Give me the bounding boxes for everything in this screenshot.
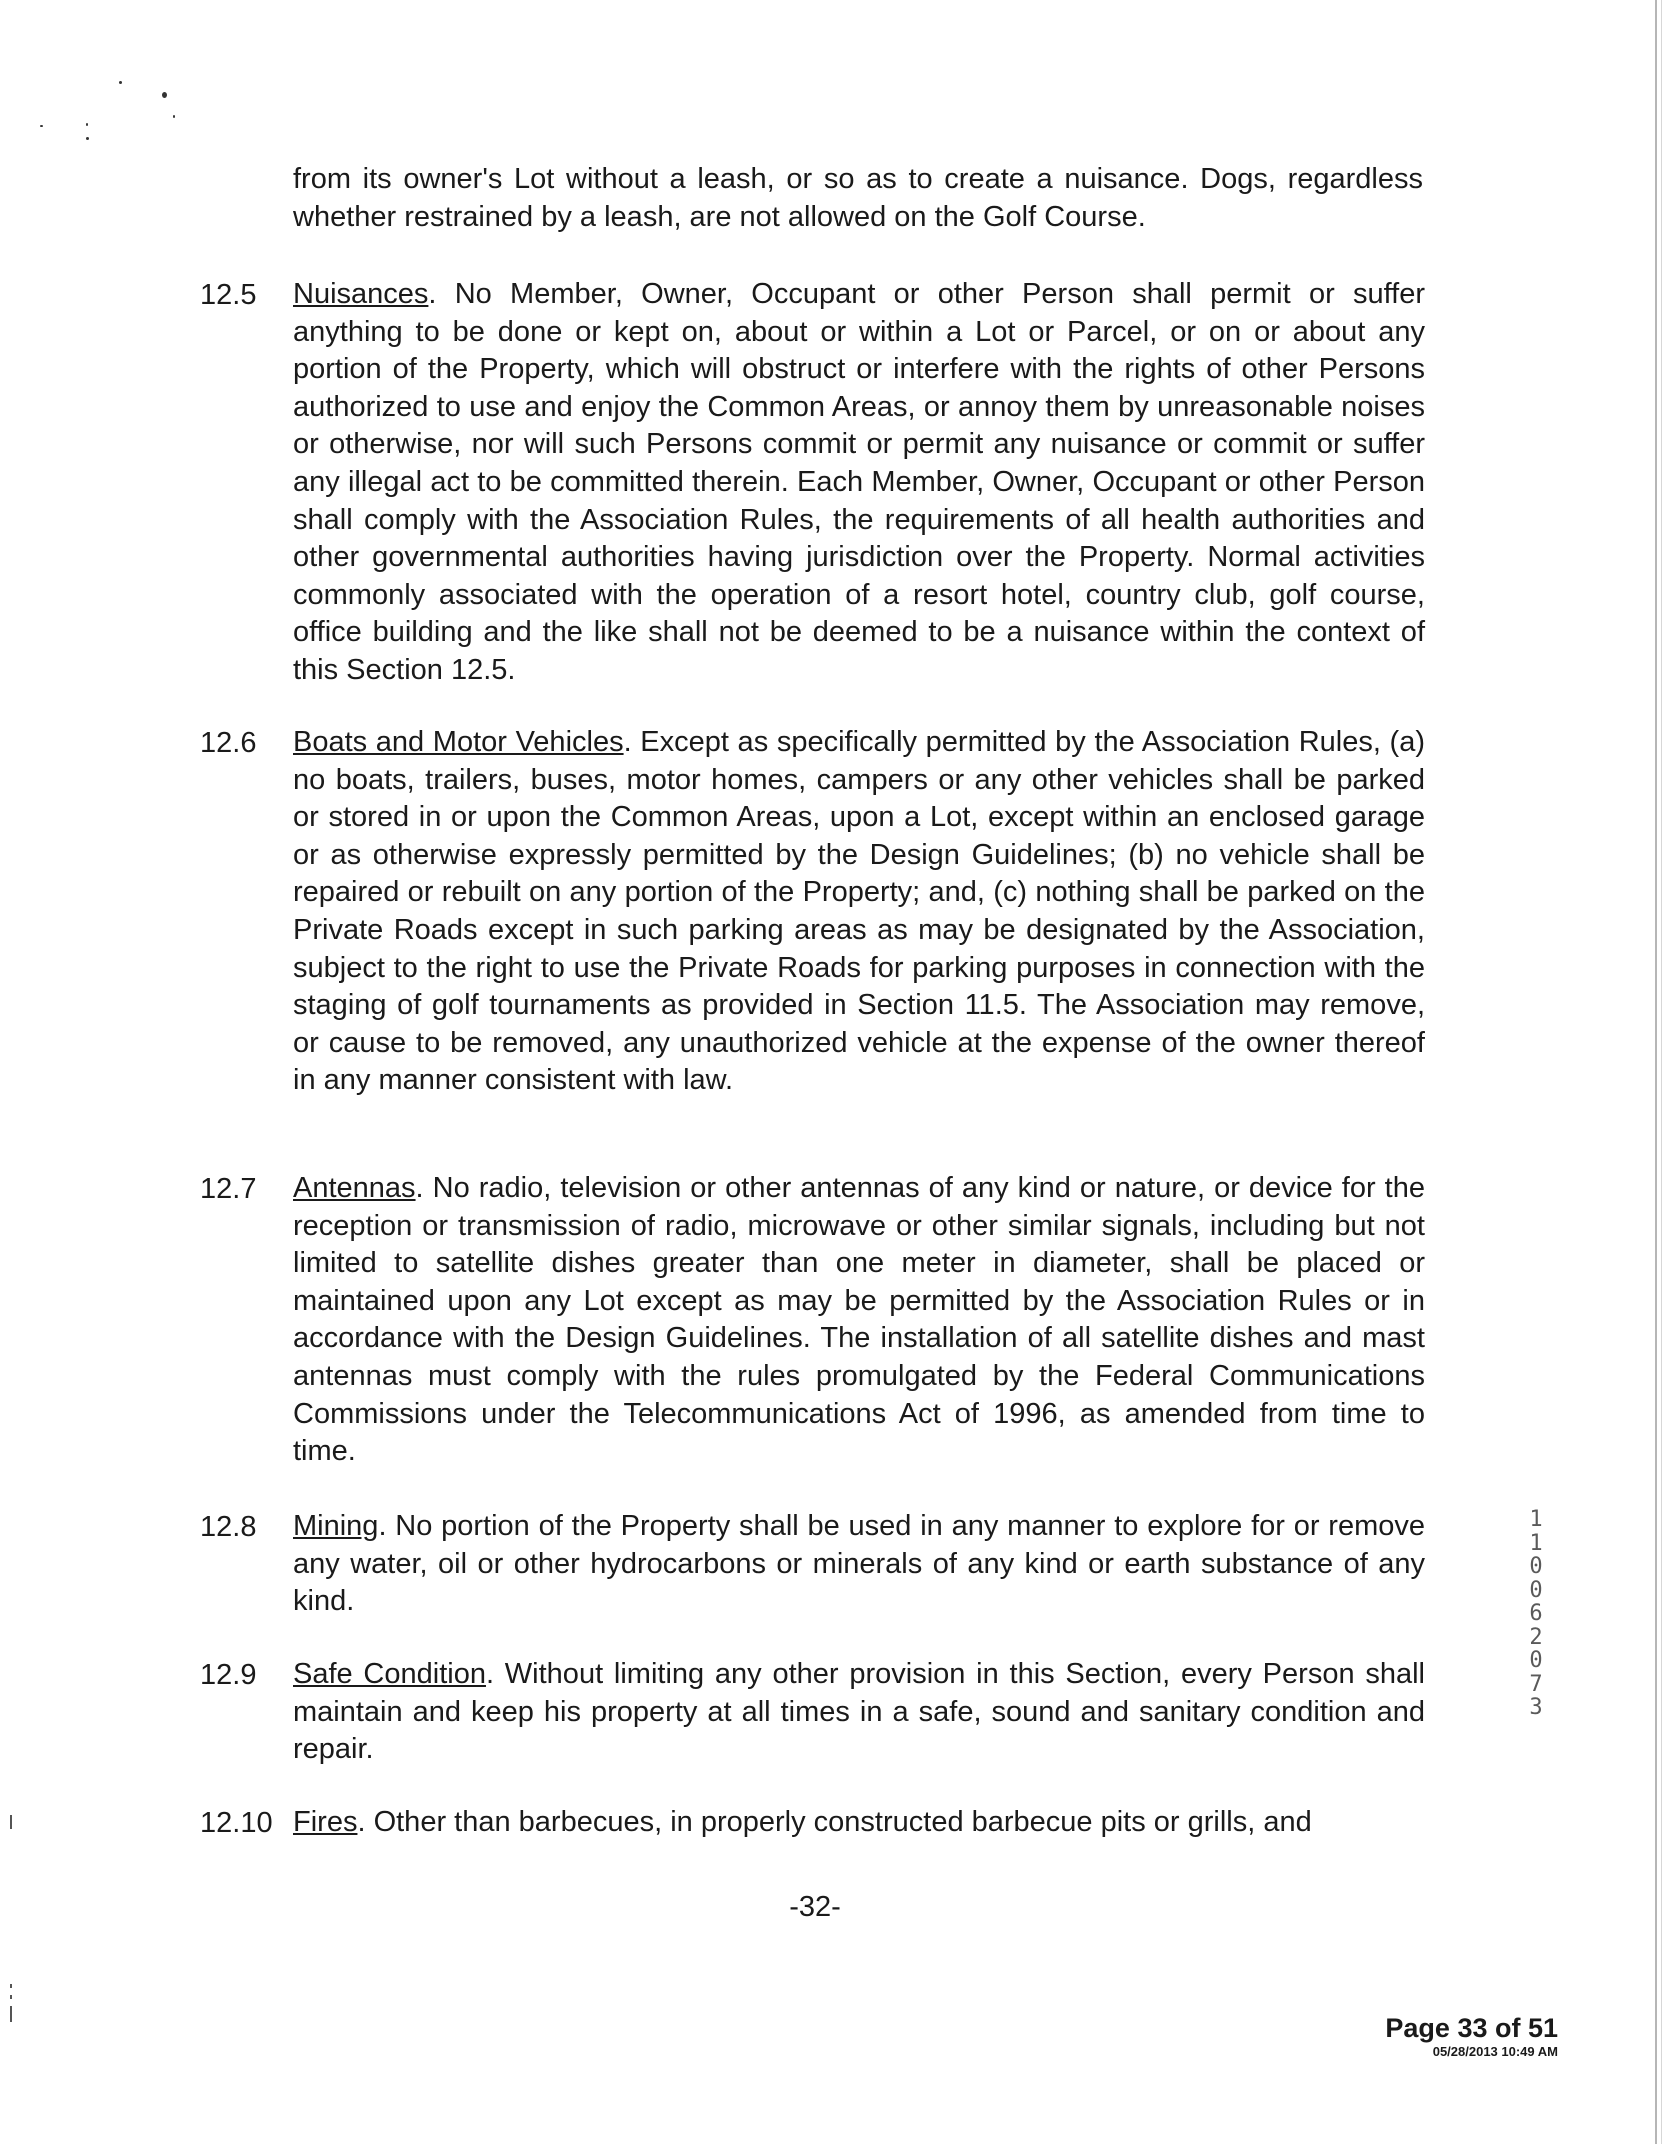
scan-edge-line xyxy=(1655,0,1657,2144)
scan-speck xyxy=(173,115,175,118)
section-number: 12.6 xyxy=(200,727,257,759)
section-12-9 xyxy=(200,1656,1425,1769)
section-title: Safe Condition xyxy=(293,1658,486,1690)
section-12-8 xyxy=(200,1508,1425,1621)
section-title: Mining xyxy=(293,1510,379,1542)
page-counter: Page 33 of 51 xyxy=(1385,2013,1558,2043)
section-12-5 xyxy=(200,276,1425,690)
section-number: 12.5 xyxy=(200,279,257,311)
section-body: Antennas. No radio, television or other antennas of any kind or nature, or device for the reception or transmission of radio, microwave or other similar signals, including but not limited to satellite dishes greater than one meter in diameter, shall be placed or maintained upon any Lot except as may be permitted by the Association Rules or in accordance with the Design Guidelines. The installation of all satellite dishes and mast antennas must comply with the rules promulgated by the Federal Communications Commissions under the Telecommunications Act of 1996, as amended from time to time. xyxy=(293,1172,1425,1468)
section-text: No portion of the Property shall be used in any manner to explore for or remove any water, oil or other hydrocarbons or minerals of any kind or earth substance of any kind. xyxy=(293,1510,1425,1618)
scan-edge-line xyxy=(1661,0,1662,2144)
scan-speck xyxy=(162,92,167,98)
section-12-6 xyxy=(200,724,1425,1100)
section-text: Without limiting any other provision in this Section, every Person shall maintain and keep his property at all times in a safe, sound and sanitary condition and repair. xyxy=(293,1658,1425,1766)
scan-speck xyxy=(86,137,89,140)
scan-mark xyxy=(10,1984,12,1988)
section-number: 12.9 xyxy=(200,1659,257,1691)
section-body: Mining. No portion of the Property shall be used in any manner to explore for or remove any water, oil or other hydrocarbons or minerals of any kind or earth substance of any kind. xyxy=(293,1510,1425,1618)
section-12-7 xyxy=(200,1170,1425,1471)
section-body: Nuisances. No Member, Owner, Occupant or other Person shall permit or suffer anything to be done or kept on, about or within a Lot or Parcel, or on or about any portion of the Property, which will obstruct or interfere with the rights of other Persons authorized to use and enjoy the Common Areas, or annoy them by unreasonable noises or otherwise, nor will such Persons commit or permit any nuisance or commit or suffer any illegal act to be committed therein. Each Member, Owner, Occupant or other Person shall comply with the Association Rules, the requirements of all health authorities and other governmental authorities having jurisdiction over the Property. Normal activities commonly associated with the operation of a resort hotel, country club, golf course, office building and the like shall not be deemed to be a nuisance within the context of this Section 12.5. xyxy=(293,278,1425,686)
section-text: No radio, television or other antennas of any kind or nature, or device for the reception or transmission of radio, microwave or other similar signals, including but not limited to satellite dishes greater than one meter in diameter, shall be placed or maintained upon any Lot except as may be permitted by the Association Rules or in accordance with the Design Guidelines. The installation of all satellite dishes and mast antennas must comply with the rules promulgated by the Federal Communications Commissions under the Telecommunications Act of 1996, as amended from time to time. xyxy=(293,1172,1425,1468)
section-12-10 xyxy=(200,1804,1425,1842)
scan-speck xyxy=(40,125,43,127)
section-number: 12.8 xyxy=(200,1511,257,1543)
section-title: Nuisances xyxy=(293,278,429,310)
section-body: Fires. Other than barbecues, in properly constructed barbecue pits or grills, and xyxy=(293,1806,1312,1838)
section-text: No Member, Owner, Occupant or other Person shall permit or suffer anything to be done or kept on, about or within a Lot or Parcel, or on or about any portion of the Property, which will obstruct or interfere with the rights of other Persons authorized to use and enjoy the Common Areas, or annoy them by unreasonable noises or otherwise, nor will such Persons commit or permit any nuisance or commit or suffer any illegal act to be committed therein. Each Member, Owner, Occupant or other Person shall comply with the Association Rules, the requirements of all health authorities and other governmental authorities having jurisdiction over the Property. Normal activities commonly associated with the operation of a resort hotel, country club, golf course, office building and the like shall not be deemed to be a nuisance within the context of this Section 12.5. xyxy=(293,278,1425,686)
scan-mark xyxy=(10,2006,12,2022)
scan-mark xyxy=(10,1815,12,1829)
section-body: Safe Condition. Without limiting any other provision in this Section, every Person shall maintain and keep his property at all times in a safe, sound and sanitary condition and repair. xyxy=(293,1658,1425,1766)
intro-paragraph: from its owner's Lot without a leash, or so as to create a nuisance. Dogs, regardless whether restrained by a leash, are not allowed on the Golf Course. xyxy=(293,163,1423,233)
section-title: Boats and Motor Vehicles xyxy=(293,726,624,758)
scan-speck xyxy=(119,81,122,84)
scan-speck xyxy=(86,123,88,126)
section-title: Fires xyxy=(293,1806,358,1838)
section-text: Except as specifically permitted by the Association Rules, (a) no boats, trailers, buses, motor homes, campers or any other vehicles shall be parked or stored in or upon the Common Areas, upon a Lot, except within an enclosed garage or as otherwise expressly permitted by the Design Guidelines; (b) no vehicle shall be repaired or rebuilt on any portion of the Property; and, (c) nothing shall be parked on the Private Roads except in such parking areas as may be designated by the Association, subject to the right to use the Private Roads for parking purposes in connection with the staging of golf tournaments as provided in Section 11.5. The Association may remove, or cause to be removed, any unauthorized vehicle at the expense of the owner thereof in any manner consistent with law. xyxy=(293,726,1425,1097)
section-body: Boats and Motor Vehicles. Except as specifically permitted by the Association Rules, (a) no boats, trailers, buses, motor homes, campers or any other vehicles shall be parked or stored in or upon the Common Areas, upon a Lot, except within an enclosed garage or as otherwise expressly permitted by the Design Guidelines; (b) no vehicle shall be repaired or rebuilt on any portion of the Property; and, (c) nothing shall be parked on the Private Roads except in such parking areas as may be designated by the Association, subject to the right to use the Private Roads for parking purposes in connection with the staging of golf tournaments as provided in Section 11.5. The Association may remove, or cause to be removed, any unauthorized vehicle at the expense of the owner thereof in any manner consistent with law. xyxy=(293,726,1425,1097)
section-text: Other than barbecues, in properly constructed barbecue pits or grills, and xyxy=(365,1806,1312,1838)
section-number: 12.7 xyxy=(200,1173,257,1205)
scan-mark xyxy=(10,1995,12,1999)
recording-number-stamp: 11006 2073 xyxy=(1529,1507,1543,1720)
section-number: 12.10 xyxy=(200,1807,273,1839)
page-number: -32- xyxy=(789,1891,841,1923)
timestamp: 05/28/2013 10:49 AM xyxy=(1432,2044,1558,2059)
section-title: Antennas xyxy=(293,1172,416,1204)
